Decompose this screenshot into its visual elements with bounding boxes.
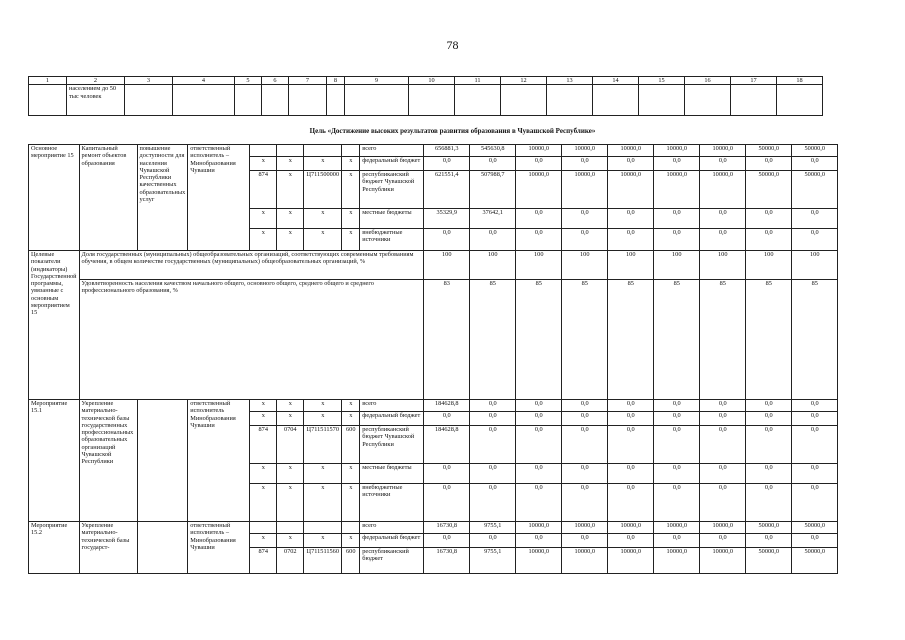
budget-code-target: x [304,400,342,412]
budget-code-section: x [277,400,304,412]
event-label: Мероприятие 15.1 [29,400,80,522]
funding-source: всего [360,400,424,412]
budget-code-section [277,522,304,534]
funding-value: 184628,8 [424,426,470,464]
funding-value: 0,0 [562,412,608,426]
funding-value: 0,0 [792,412,838,426]
funding-value: 0,0 [424,229,470,251]
funding-value: 0,0 [700,464,746,484]
funding-value: 10000,0 [700,145,746,157]
funding-value: 0,0 [746,412,792,426]
funding-source: всего [360,522,424,534]
indicator-value: 100 [424,251,470,280]
funding-value: 0,0 [608,412,654,426]
funding-value: 10000,0 [654,145,700,157]
funding-value: 10000,0 [516,548,562,574]
budget-code-target: Ц711500000 [304,171,342,209]
funding-value: 0,0 [470,229,516,251]
indicator-name: Удовлетворенность населения качеством начального общего, основного общего, среднего общего и среднего профессионального образования, % [79,280,424,400]
funding-value: 0,0 [608,464,654,484]
budget-code-section: x [277,171,304,209]
budget-code-grbs: x [250,229,277,251]
funding-value: 0,0 [700,157,746,171]
funding-source: внебюджетные источники [360,484,424,522]
event-name: Укрепление материально-технической базы государст- [79,522,137,574]
funding-source: республиканский бюджет [360,548,424,574]
funding-value: 0,0 [746,534,792,548]
column-header-15: 15 [639,77,685,85]
funding-value: 0,0 [792,484,838,522]
continuation-row [29,85,823,116]
funding-value: 35329,9 [424,209,470,229]
funding-value: 0,0 [562,209,608,229]
budget-code-type: x [342,464,360,484]
budget-code-target: x [304,484,342,522]
budget-code-type: x [342,157,360,171]
indicator-value: 100 [608,251,654,280]
funding-value: 10000,0 [562,145,608,157]
header-table [28,76,823,116]
funding-value: 0,0 [746,209,792,229]
event-executor: ответственный исполнитель – Минобразования Чувашии [188,145,250,251]
funding-value: 0,0 [470,157,516,171]
funding-value: 0,0 [700,484,746,522]
funding-value: 0,0 [700,426,746,464]
column-header-5: 5 [235,77,262,85]
budget-code-section [277,145,304,157]
funding-value: 0,0 [654,464,700,484]
funding-value: 0,0 [562,400,608,412]
budget-code-target: Ц711511560 [304,548,342,574]
funding-value: 0,0 [470,464,516,484]
budget-code-target: x [304,412,342,426]
indicator-value: 85 [608,280,654,400]
funding-value: 16730,8 [424,548,470,574]
indicator-value: 100 [792,251,838,280]
funding-value: 0,0 [654,229,700,251]
funding-value: 0,0 [608,426,654,464]
event-name: Укрепление материально-технической базы государственных профессиональных образовательных организаций Чувашской Республики [79,400,137,522]
funding-value: 0,0 [424,412,470,426]
funding-value: 545630,8 [470,145,516,157]
funding-value: 0,0 [562,464,608,484]
column-header-7: 7 [289,77,327,85]
event-executor: ответственный исполнитель Минобразования Чувашии [188,400,250,522]
funding-value: 0,0 [516,209,562,229]
funding-value: 0,0 [562,426,608,464]
budget-code-section: x [277,534,304,548]
funding-source: местные бюджеты [360,209,424,229]
funding-value: 0,0 [470,426,516,464]
budget-code-grbs: x [250,157,277,171]
funding-value: 0,0 [700,400,746,412]
funding-value: 9755,1 [470,522,516,534]
funding-value: 0,0 [562,484,608,522]
event-name: Капитальный ремонт объектов образования [79,145,137,251]
funding-value: 0,0 [700,209,746,229]
event-label: Основное мероприятие 15 [29,145,80,251]
funding-value: 10000,0 [516,522,562,534]
indicator-value: 100 [700,251,746,280]
funding-value: 0,0 [746,157,792,171]
funding-row [29,145,838,157]
column-header-11: 11 [455,77,501,85]
funding-value: 10000,0 [516,145,562,157]
budget-code-type: x [342,229,360,251]
budget-code-grbs: 874 [250,426,277,464]
funding-value: 10000,0 [608,145,654,157]
indicator-value: 85 [746,280,792,400]
budget-code-type: 600 [342,548,360,574]
budget-code-grbs [250,145,277,157]
budget-code-section: x [277,484,304,522]
funding-value: 0,0 [746,229,792,251]
funding-value: 0,0 [562,157,608,171]
budget-code-grbs: x [250,534,277,548]
indicator-row [29,251,838,280]
funding-value: 0,0 [654,400,700,412]
event-executor: ответственный исполнитель – Минобразования Чувашии [188,522,250,574]
indicator-value: 85 [516,280,562,400]
funding-value: 0,0 [424,464,470,484]
budget-code-target [304,522,342,534]
goal-heading: Цель «Достижение высоких результатов развития образования в Чувашской Республике» [309,127,596,135]
funding-value: 0,0 [792,534,838,548]
funding-value: 0,0 [470,412,516,426]
indicator-row [29,280,838,400]
event-purpose [137,522,188,574]
funding-value: 621551,4 [424,171,470,209]
funding-value: 0,0 [654,534,700,548]
funding-value: 0,0 [470,534,516,548]
funding-value: 37642,1 [470,209,516,229]
column-header-18: 18 [777,77,823,85]
funding-value: 0,0 [654,157,700,171]
funding-value: 0,0 [792,229,838,251]
funding-value: 0,0 [470,484,516,522]
budget-code-target: Ц711511570 [304,426,342,464]
budget-code-type: x [342,412,360,426]
funding-value: 10000,0 [608,522,654,534]
budget-code-section: x [277,229,304,251]
funding-value: 0,0 [654,484,700,522]
indicator-value: 85 [700,280,746,400]
funding-value: 10000,0 [654,548,700,574]
budget-code-grbs: x [250,464,277,484]
budget-code-target: x [304,209,342,229]
indicator-value: 85 [562,280,608,400]
funding-value: 0,0 [746,400,792,412]
funding-value: 0,0 [516,484,562,522]
budget-code-target: x [304,157,342,171]
event-label: Мероприятие 15.2 [29,522,80,574]
budget-code-section: x [277,157,304,171]
budget-code-type [342,145,360,157]
funding-source: всего [360,145,424,157]
budget-code-section: 0702 [277,548,304,574]
column-header-1: 1 [29,77,67,85]
funding-value: 50000,0 [792,145,838,157]
funding-value: 0,0 [746,464,792,484]
funding-value: 0,0 [562,534,608,548]
event-purpose: повышение доступности для населения Чувашской Республики качественных образовательных услуг [137,145,188,251]
funding-value: 10000,0 [608,171,654,209]
funding-value: 0,0 [608,484,654,522]
column-header-8: 8 [327,77,345,85]
funding-value: 50000,0 [792,522,838,534]
funding-value: 10000,0 [700,171,746,209]
indicator-value: 85 [792,280,838,400]
funding-value: 0,0 [700,534,746,548]
budget-code-type: x [342,171,360,209]
funding-value: 0,0 [424,534,470,548]
funding-source: федеральный бюджет [360,157,424,171]
budget-code-section: 0704 [277,426,304,464]
indicators-label: Целевые показатели (индикаторы) Государственной программы, увязанные с основным мероприятием 15 [29,251,80,400]
budget-code-grbs: x [250,484,277,522]
funding-value: 10000,0 [516,171,562,209]
funding-value: 0,0 [700,412,746,426]
funding-value: 50000,0 [746,145,792,157]
funding-value: 10000,0 [654,522,700,534]
funding-source: федеральный бюджет [360,534,424,548]
funding-value: 0,0 [424,157,470,171]
event-purpose [137,400,188,522]
funding-row [29,522,838,534]
column-header-12: 12 [501,77,547,85]
column-header-14: 14 [593,77,639,85]
funding-value: 0,0 [608,400,654,412]
funding-value: 0,0 [424,484,470,522]
funding-value: 0,0 [792,209,838,229]
funding-value: 656881,3 [424,145,470,157]
budget-code-target: x [304,229,342,251]
budget-code-target: x [304,464,342,484]
funding-value: 10000,0 [700,548,746,574]
funding-value: 0,0 [516,534,562,548]
funding-value: 0,0 [654,426,700,464]
funding-value: 0,0 [470,400,516,412]
funding-value: 0,0 [516,412,562,426]
funding-value: 0,0 [516,157,562,171]
funding-value: 0,0 [608,534,654,548]
funding-value: 0,0 [608,229,654,251]
budget-code-target [304,145,342,157]
indicator-value: 83 [424,280,470,400]
funding-value: 0,0 [792,464,838,484]
indicator-value: 85 [654,280,700,400]
funding-value: 50000,0 [792,171,838,209]
budget-code-section: x [277,412,304,426]
funding-value: 50000,0 [746,522,792,534]
indicator-value: 100 [470,251,516,280]
column-header-17: 17 [731,77,777,85]
funding-value: 10000,0 [562,171,608,209]
funding-value: 0,0 [654,412,700,426]
column-number-row [29,77,823,85]
budget-code-type: 600 [342,426,360,464]
funding-row [29,400,838,412]
funding-source: местные бюджеты [360,464,424,484]
column-header-13: 13 [547,77,593,85]
funding-source: республиканский бюджет Чувашской Республики [360,426,424,464]
funding-value: 10000,0 [562,548,608,574]
budget-code-grbs: x [250,209,277,229]
budget-code-type: x [342,484,360,522]
funding-value: 10000,0 [654,171,700,209]
funding-value: 0,0 [792,426,838,464]
budget-code-type: x [342,209,360,229]
budget-code-section: x [277,209,304,229]
program-table [28,144,838,574]
funding-value: 10000,0 [562,522,608,534]
funding-value: 0,0 [608,209,654,229]
budget-code-grbs: x [250,400,277,412]
indicator-value: 100 [562,251,608,280]
budget-code-type [342,522,360,534]
funding-value: 50000,0 [746,548,792,574]
funding-value: 0,0 [746,426,792,464]
budget-code-grbs [250,522,277,534]
funding-value: 0,0 [792,157,838,171]
funding-value: 50000,0 [746,171,792,209]
budget-code-target: x [304,534,342,548]
indicator-value: 85 [470,280,516,400]
funding-value: 0,0 [562,229,608,251]
column-header-4: 4 [173,77,235,85]
funding-value: 184628,8 [424,400,470,412]
funding-value: 0,0 [746,484,792,522]
funding-source: федеральный бюджет [360,412,424,426]
indicator-value: 100 [516,251,562,280]
funding-value: 507988,7 [470,171,516,209]
funding-value: 0,0 [654,209,700,229]
budget-code-grbs: 874 [250,171,277,209]
budget-code-grbs: x [250,412,277,426]
funding-value: 0,0 [516,464,562,484]
funding-value: 0,0 [792,400,838,412]
funding-value: 0,0 [700,229,746,251]
funding-value: 0,0 [516,229,562,251]
indicator-name: Доля государственных (муниципальных) общеобразовательных организаций, соответствующих современным требованиям обучения, в общем количестве государственных (муниципальных) общеобразовательных организаций, % [79,251,424,280]
column-header-3: 3 [125,77,173,85]
indicator-value: 100 [746,251,792,280]
budget-code-type: x [342,534,360,548]
column-header-6: 6 [262,77,289,85]
budget-code-section: x [277,464,304,484]
funding-value: 0,0 [608,157,654,171]
budget-code-type: x [342,400,360,412]
column-header-10: 10 [409,77,455,85]
column-header-16: 16 [685,77,731,85]
funding-value: 16730,8 [424,522,470,534]
page-number: 78 [446,38,459,52]
funding-value: 0,0 [516,426,562,464]
funding-value: 50000,0 [792,548,838,574]
funding-value: 9755,1 [470,548,516,574]
column-header-2: 2 [67,77,125,85]
funding-value: 10000,0 [608,548,654,574]
funding-value: 0,0 [516,400,562,412]
funding-value: 10000,0 [700,522,746,534]
column-header-9: 9 [345,77,409,85]
indicator-value: 100 [654,251,700,280]
funding-source: внебюджетные источники [360,229,424,251]
budget-code-grbs: 874 [250,548,277,574]
funding-source: республиканский бюджет Чувашской Республики [360,171,424,209]
continuation-name: населением до 50 тыс человек [67,85,125,116]
